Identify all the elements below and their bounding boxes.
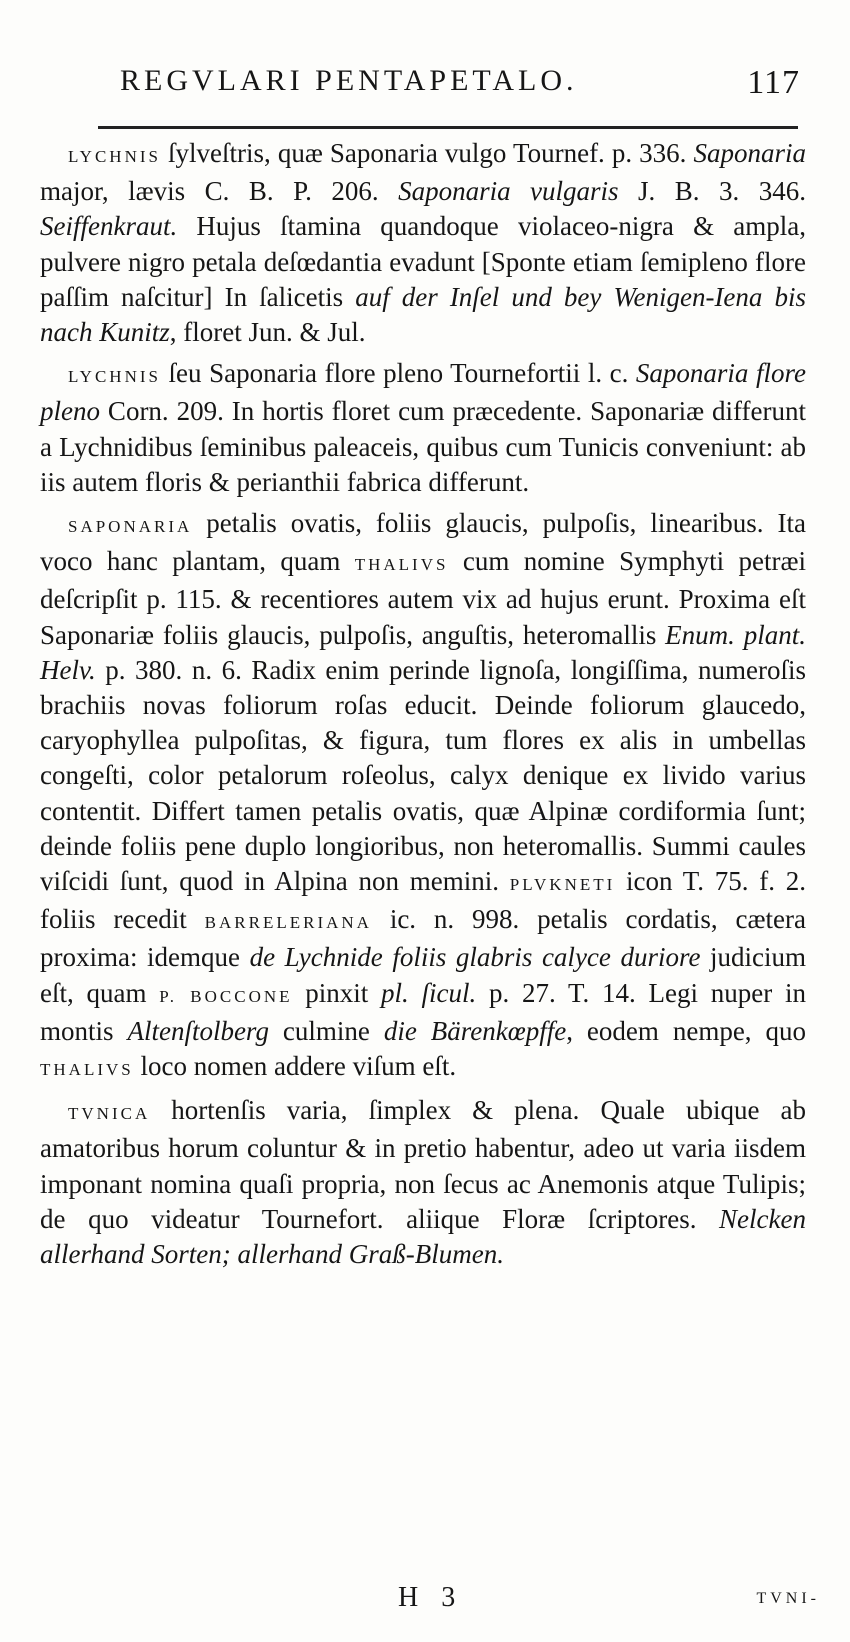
italic-text: de Lychnide foliis glabris calyce duriore <box>249 942 701 973</box>
text-run: judicium eſt, quam <box>40 942 806 1008</box>
text-run: loco nomen addere viſum eſt. <box>133 1051 457 1082</box>
signature-mark: H 3 <box>398 1582 464 1613</box>
italic-text: Nelcken allerhand Sorten; allerhand Graß-Blumen. <box>40 1203 806 1270</box>
paragraph-saponaria <box>40 506 806 1087</box>
paragraph-tunica <box>40 1093 806 1272</box>
paragraph-lychnis-flore-pleno <box>40 356 806 500</box>
page-footer <box>0 1582 850 1622</box>
italic-text: Enum. plant. Helv. <box>40 619 806 685</box>
italic-text: Seiffenkraut. <box>40 211 178 242</box>
italic-text: Altenſtolberg <box>127 1015 269 1046</box>
italic-text: die Bärenkœpffe <box>383 1015 567 1046</box>
text-run: major, lævis C. B. P. 206. <box>40 176 399 207</box>
text-run: Corn. 209. In hortis floret cum præcedente. Saponariæ differunt a Lychnidibus ſeminibus paleaceis, quibus cum Tunicis conveniunt: ab iis autem floris & perianthii fabrica differunt. <box>40 396 806 497</box>
text-run: , eodem nempe, quo <box>566 1015 807 1046</box>
small-caps-name: BARRELERIANA <box>204 913 372 933</box>
header-rule <box>98 126 798 129</box>
italic-text: Saponaria <box>693 138 806 168</box>
paragraph-lychnis-sylvestris <box>40 136 806 350</box>
text-run: pinxit <box>292 977 382 1008</box>
small-caps-name: SAPONARIA <box>68 517 193 537</box>
text-run: p. 27. T. 14. Legi nuper in montis <box>40 977 806 1046</box>
catchword: TVNI- <box>756 1590 820 1607</box>
page-header <box>120 58 800 110</box>
small-caps-name: LYCHNIS <box>68 147 161 166</box>
text-run: hortenſis varia, ſimplex & plena. Quale ubique ab amatoribus horum coluntur & in pretio habentur, adeo ut varia iisdem imponant nomina quaſi propria, non ſecus ac Anemonis atque Tulipis; de quo videatur Tournefort. aliique Floræ ſcriptores. <box>40 1095 806 1234</box>
text-run: cum nomine Symphyti petræi deſcripſit p. 115. & recentiores autem vix ad hujus erunt. Proxima eſt Saponariæ foliis glaucis, pulpoſis, anguſtis, heteromallis <box>40 546 806 650</box>
text-run: Hujus ſtamina quandoque violaceo-nigra & ampla, pulvere nigro petala deſœdantia evadunt [Sponte etiam ſemipleno flore paſſim naſcitur] In ſalicetis <box>40 211 806 312</box>
small-caps-name: THALIVS <box>40 1060 134 1080</box>
italic-text: Saponaria vulgaris <box>398 176 619 207</box>
text-run: ic. n. 998. petalis cordatis, cætera proxima: idemque <box>40 904 806 973</box>
text-run: petalis ovatis, foliis glaucis, pulpoſis, linearibus. Ita voco hanc plantam, quam <box>40 508 806 577</box>
small-caps-name: TVNICA <box>68 1104 151 1124</box>
text-run: ſeu Saponaria flore pleno Tournefortii l. c. <box>160 358 636 389</box>
small-caps-name: P. BOCCONE <box>159 986 293 1006</box>
italic-text: auf der Inſel und bey Wenigen-Iena bis nach Kunitz <box>40 281 806 348</box>
small-caps-name: LYCHNIS <box>68 367 161 387</box>
italic-text: Saponaria flore pleno <box>40 358 806 427</box>
italic-text: pl. ſicul. <box>381 977 477 1008</box>
text-run: J. B. 3. 346. <box>618 176 806 207</box>
running-title: REGVLARI PENTAPETALO. <box>120 64 578 97</box>
small-caps-name: PLVKNETI <box>509 875 616 895</box>
text-body <box>40 136 806 1272</box>
small-caps-name: THALIVS <box>354 555 449 575</box>
text-run: icon T. 75. f. 2. foliis recedit <box>40 866 807 935</box>
text-run: p. 380. n. 6. Radix enim perinde lignoſa, longiſſima, numeroſis brachiis novas foliorum roſas educit. Deinde foliorum glaucedo, caryophyllea pulpoſitas, & figura, tum flores ex alis in umbellas congeſti, color petalorum roſeolus, calyx denique ex livido varius contentit. Differt tamen petalis ovatis, quæ Alpinæ cordiformia ſunt; deinde foliis pene duplo longioribus, non heteromallis. Summi caules viſcidi ſunt, quod in Alpina non memini. <box>40 654 806 897</box>
page-number: 117 <box>747 64 800 101</box>
text-run: ſylveſtris, quæ Saponaria vulgo Tournef. p. 336. <box>160 138 694 168</box>
text-run: , floret Jun. & Jul. <box>169 317 366 348</box>
text-run: culmine <box>268 1015 384 1046</box>
